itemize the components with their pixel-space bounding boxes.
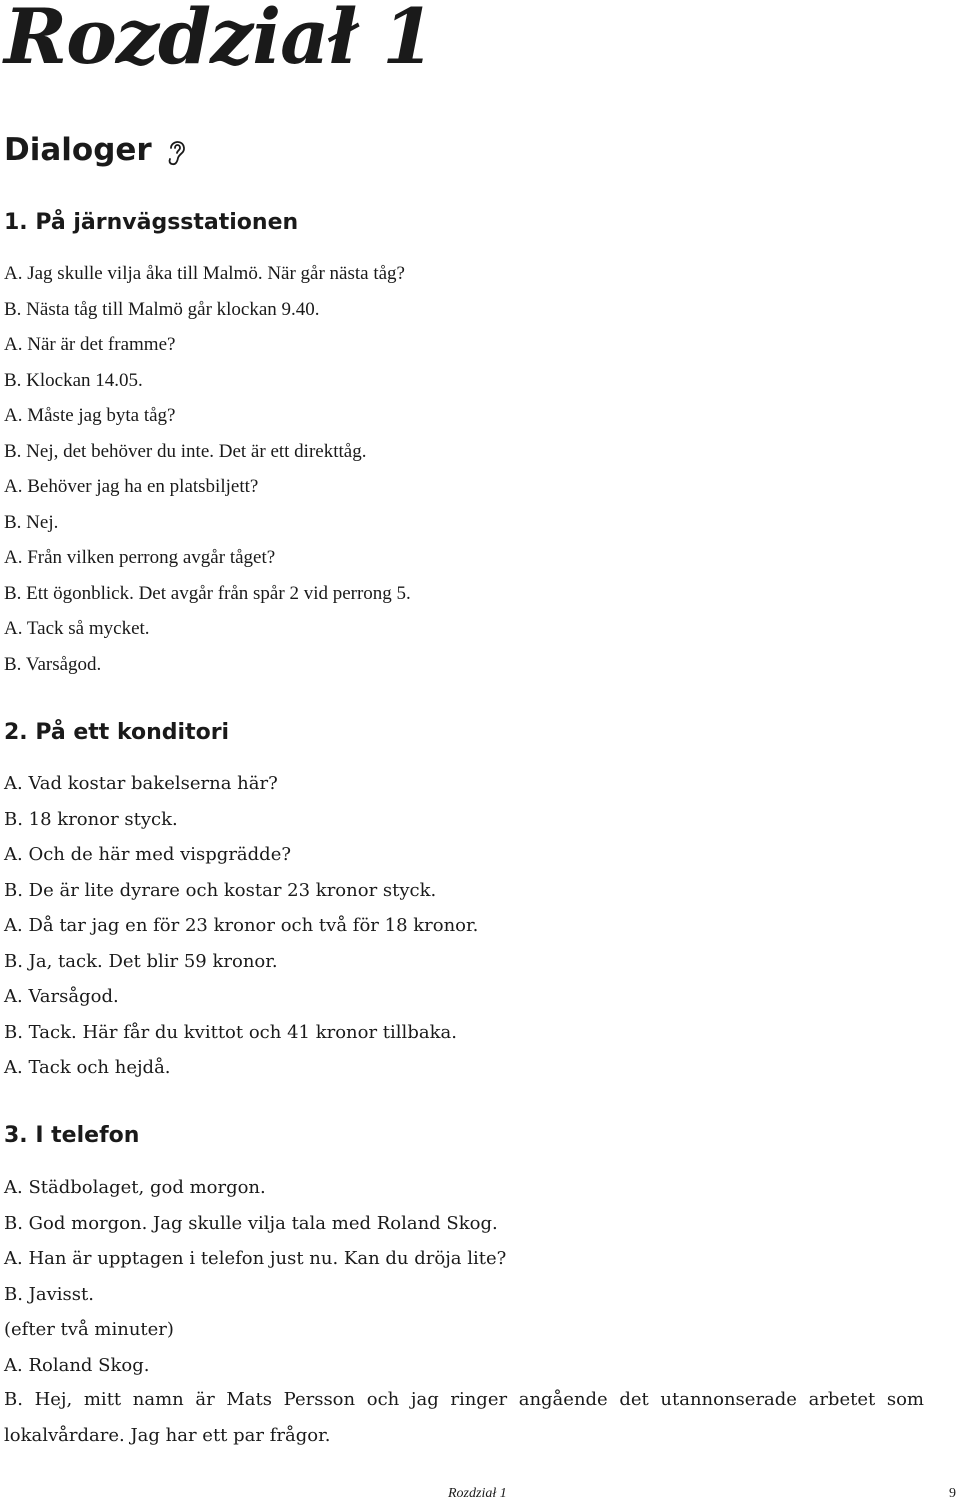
dialog-line: B. De är lite dyrare och kostar 23 kronor styck. <box>4 879 437 901</box>
dialog-line: B. Tack. Här får du kvittot och 41 kronor tillbaka. <box>4 1021 457 1043</box>
page-number: 9 <box>949 1486 956 1501</box>
page-footer <box>0 1486 960 1502</box>
dialog-line: A. Vad kostar bakelserna här? <box>4 773 278 794</box>
dialog-line-justified: B. Hej, mitt namn är Mats Persson och jag ringer angående det utannonserade arbetet som lokalvårdare. Jag har ett par frågor. <box>4 1389 924 1446</box>
dialog-line: (efter två minuter) <box>4 1319 174 1340</box>
dialog-line: B. Ett ögonblick. Det avgår från spår 2 vid perrong 5. <box>4 582 411 604</box>
dialog-3-lines <box>4 1170 506 1383</box>
dialog-line: A. Han är upptagen i telefon just nu. Kan du dröja lite? <box>4 1248 507 1269</box>
dialog-line: B. Klockan 14.05. <box>4 369 143 391</box>
dialog-3-heading: 3. I telefon <box>4 1123 140 1148</box>
dialog-line: A. Behöver jag ha en platsbiljett? <box>4 476 259 497</box>
dialog-line: A. Och de här med vispgrädde? <box>4 844 291 865</box>
dialog-line: A. Då tar jag en för 23 kronor och två för 18 kronor. <box>4 915 479 936</box>
dialog-1-lines <box>4 256 411 682</box>
dialog-line: B. Nästa tåg till Malmö går klockan 9.40. <box>4 298 320 320</box>
dialog-line: A. När är det framme? <box>4 334 176 355</box>
dialog-line: B. Nej. <box>4 511 59 533</box>
dialog-line: A. Tack och hejdå. <box>4 1057 171 1078</box>
dialog-line: B. Ja, tack. Det blir 59 kronor. <box>4 950 278 972</box>
dialog-line: B. 18 kronor styck. <box>4 808 178 830</box>
dialog-line: A. Roland Skog. <box>4 1354 150 1376</box>
footer-chapter: Rozdział 1 <box>448 1486 507 1501</box>
dialog-line: B. Javisst. <box>4 1283 94 1305</box>
dialog-line: A. Städbolaget, god morgon. <box>4 1177 266 1198</box>
dialog-line: B. God morgon. Jag skulle vilja tala med Roland Skog. <box>4 1212 498 1234</box>
dialog-2-heading: 2. På ett konditori <box>4 720 230 745</box>
dialog-line: B. Nej, det behöver du inte. Det är ett direkttåg. <box>4 440 367 462</box>
section-title-text: Dialoger <box>4 132 152 168</box>
dialog-line: A. Tack så mycket. <box>4 618 150 639</box>
dialog-line: A. Jag skulle vilja åka till Malmö. När går nästa tåg? <box>4 263 405 284</box>
dialog-line: A. Från vilken perrong avgår tåget? <box>4 547 276 568</box>
dialog-2-lines <box>4 766 478 1086</box>
section-title <box>4 128 188 172</box>
dialog-line: A. Varsågod. <box>4 986 119 1007</box>
dialog-line: B. Varsågod. <box>4 653 102 675</box>
dialog-line: A. Måste jag byta tåg? <box>4 405 176 426</box>
dialog-1-heading: 1. På järnvägsstationen <box>4 210 299 235</box>
chapter-title: Rozdział 1 <box>4 0 435 81</box>
ear-icon <box>166 137 188 167</box>
